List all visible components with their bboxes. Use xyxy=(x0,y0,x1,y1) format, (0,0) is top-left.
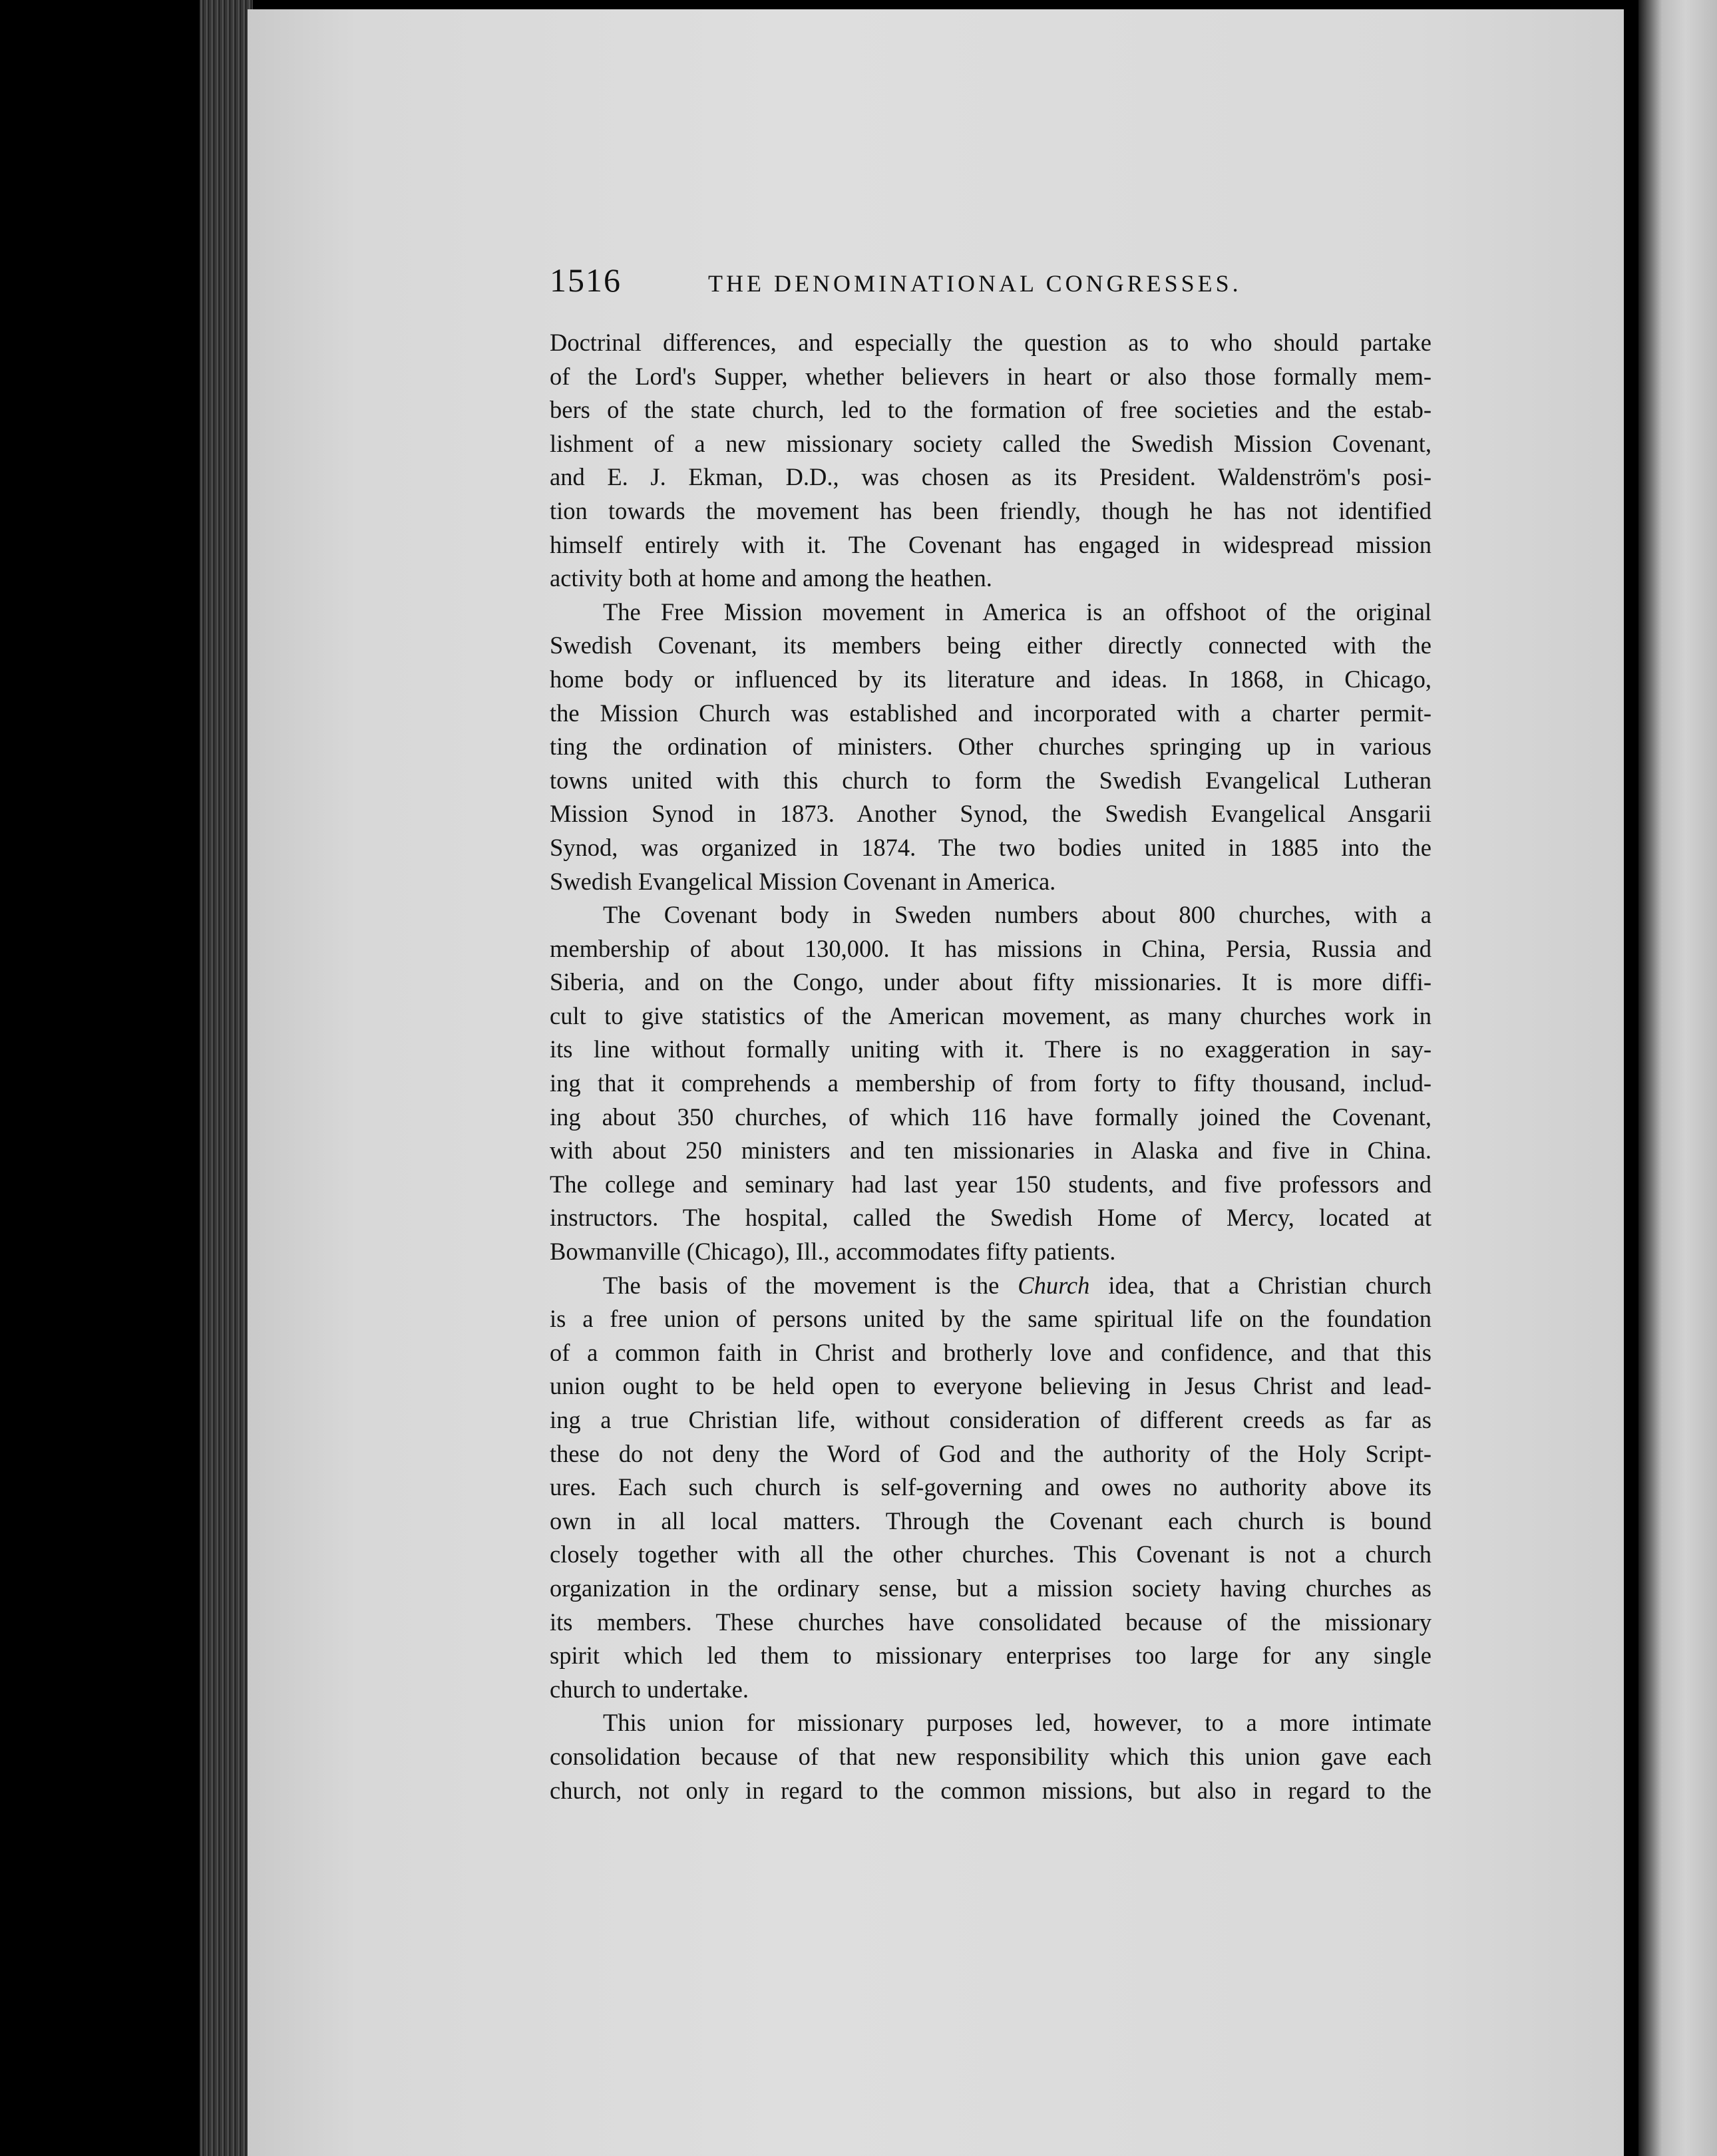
text-line: union ought to be held open to everyone believing in Jesus Christ and lead- xyxy=(550,1372,1431,1400)
text-line: Doctrinal differences, and especially the question as to who should partake xyxy=(550,329,1431,356)
paragraph-5 xyxy=(550,1706,1431,1807)
text-line: instructors. The hospital, called the Swedish Home of Mercy, located at xyxy=(550,1204,1431,1232)
text-line: Mission Synod in 1873. Another Synod, the Swedish Evangelical Ansgarii xyxy=(550,800,1431,828)
text-line: bers of the state church, led to the formation of free societies and the estab- xyxy=(550,396,1431,424)
text-line: ting the ordination of ministers. Other churches springing up in various xyxy=(550,733,1431,761)
text-line: the Mission Church was established and incorporated with a charter permit- xyxy=(550,699,1431,727)
text-line: spirit which led them to missionary enterprises too large for any single xyxy=(550,1642,1431,1670)
text-line: of a common faith in Christ and brotherly love and confidence, and that this xyxy=(550,1338,1431,1366)
text-line: Swedish Covenant, its members being either directly connected with the xyxy=(550,631,1431,659)
text-line: The Covenant body in Sweden numbers about 800 churches, with a xyxy=(603,901,1431,929)
text-line: these do not deny the Word of God and the authority of the Holy Script- xyxy=(550,1439,1431,1467)
text-line: Bowmanville (Chicago), Ill., accommodates fifty patients. xyxy=(550,1238,1116,1266)
text-line: consolidation because of that new responsibility which this union gave each xyxy=(550,1742,1431,1770)
text-line: ing that it comprehends a membership of from forty to fifty thousand, includ- xyxy=(550,1069,1431,1097)
text-line: himself entirely with it. The Covenant has engaged in widespread mission xyxy=(550,530,1431,558)
text-line: church to undertake. xyxy=(550,1675,749,1703)
emphasis-church: Church xyxy=(1018,1271,1090,1299)
running-head xyxy=(550,261,1275,299)
text-line: lishment of a new missionary society called the Swedish Mission Covenant, xyxy=(550,429,1431,457)
text-line: own in all local matters. Through the Covenant each church is bound xyxy=(550,1507,1431,1534)
text-line: organization in the ordinary sense, but a mission society having churches as xyxy=(550,1574,1431,1602)
text-line: Swedish Evangelical Mission Covenant in America. xyxy=(550,867,1056,895)
text-line: ing a true Christian life, without consideration of different creeds as far as xyxy=(550,1406,1431,1433)
paragraph-2 xyxy=(550,596,1431,898)
text-line: of the Lord's Supper, whether believers in heart or also those formally mem- xyxy=(550,362,1431,390)
text-line: Synod, was organized in 1874. The two bodies united in 1885 into the xyxy=(550,833,1431,861)
text-line: membership of about 130,000. It has missions in China, Persia, Russia and xyxy=(550,934,1431,962)
body-text xyxy=(550,326,1431,1807)
page-number: 1516 xyxy=(550,262,622,299)
text-line: This union for missionary purposes led, however, to a more intimate xyxy=(603,1709,1431,1737)
text-line: is a free union of persons united by the same spiritual life on the foundation xyxy=(550,1305,1431,1333)
text-line-with-emphasis xyxy=(550,1269,1431,1303)
text-line: cult to give statistics of the American movement, as many churches work in xyxy=(550,1001,1431,1029)
text-line: with about 250 ministers and ten missionaries in Alaska and five in China. xyxy=(550,1137,1431,1165)
paragraph-1 xyxy=(550,326,1431,596)
text-line: home body or influenced by its literature and ideas. In 1868, in Chicago, xyxy=(550,665,1431,693)
text-line: its members. These churches have consolidated because of the missionary xyxy=(550,1608,1431,1636)
text-line: Siberia, and on the Congo, under about fifty missionaries. It is more diffi- xyxy=(550,968,1431,996)
facing-page-edge xyxy=(1638,0,1717,2156)
running-head-title: THE DENOMINATIONAL CONGRESSES. xyxy=(708,270,1242,297)
text-line: The Free Mission movement in America is an offshoot of the original xyxy=(603,598,1431,626)
text-line: ing about 350 churches, of which 116 have formally joined the Covenant, xyxy=(550,1103,1431,1131)
text-run: The basis of the movement is the xyxy=(603,1271,1018,1299)
text-line: activity both at home and among the heathen. xyxy=(550,564,992,592)
text-line: closely together with all the other churches. This Covenant is not a church xyxy=(550,1540,1431,1568)
paragraph-3 xyxy=(550,898,1431,1269)
text-line: ures. Each such church is self-governing and owes no authority above its xyxy=(550,1473,1431,1501)
text-run: idea, that a Christian church xyxy=(1089,1271,1431,1299)
text-line: church, not only in regard to the common missions, but also in regard to the xyxy=(550,1776,1431,1804)
text-line: tion towards the movement has been friendly, though he has not identified xyxy=(550,496,1431,524)
text-line: and E. J. Ekman, D.D., was chosen as its President. Waldenström's posi- xyxy=(550,463,1431,491)
text-line: The college and seminary had last year 150 students, and five professors and xyxy=(550,1170,1431,1198)
text-line: its line without formally uniting with it. There is no exaggeration in say- xyxy=(550,1035,1431,1063)
paragraph-4 xyxy=(550,1269,1431,1707)
text-line: towns united with this church to form the Swedish Evangelical Lutheran xyxy=(550,766,1431,794)
book-page-edges xyxy=(200,0,253,2156)
